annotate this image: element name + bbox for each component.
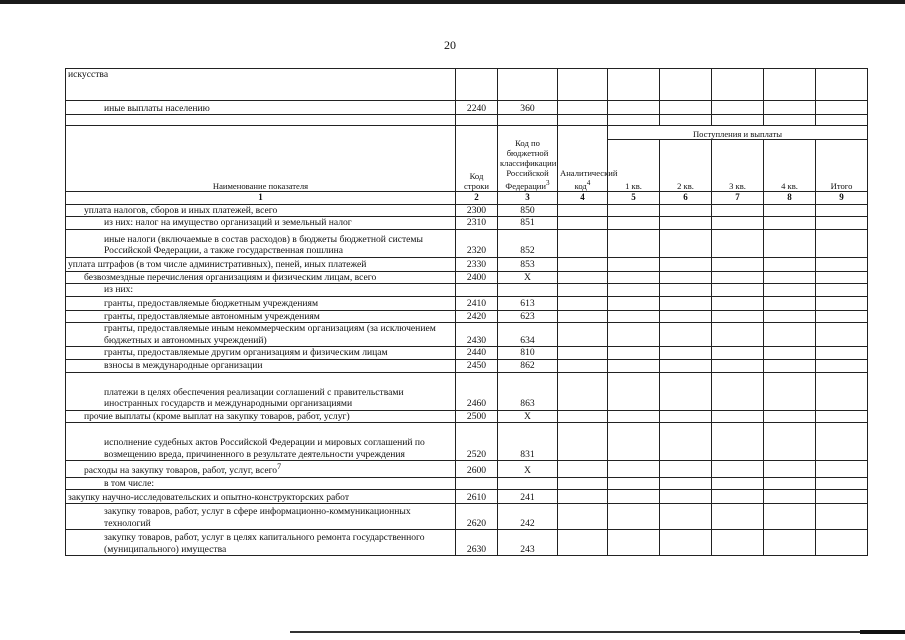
row-value-cell bbox=[816, 296, 868, 310]
row-value-cell bbox=[660, 504, 712, 530]
row-code: 2410 bbox=[456, 296, 498, 310]
row-code: 2400 bbox=[456, 271, 498, 284]
row-value-cell bbox=[816, 359, 868, 372]
row-value-cell bbox=[816, 477, 868, 490]
table-row bbox=[66, 296, 868, 310]
row-code: 2520 bbox=[456, 423, 498, 461]
table-row bbox=[66, 217, 868, 230]
row-name: закупку научно-исследовательских и опытно-конструкторских работ bbox=[66, 490, 456, 504]
row-value-cell bbox=[660, 217, 712, 230]
row-value-cell bbox=[660, 296, 712, 310]
row-code bbox=[456, 477, 498, 490]
row-value-cell bbox=[558, 410, 608, 423]
col-number: 5 bbox=[608, 192, 660, 205]
row-value-cell bbox=[712, 271, 764, 284]
row-name: расходы на закупку товаров, работ, услуг, всего$^7$ bbox=[66, 461, 456, 478]
row-kbk: 241 bbox=[498, 490, 558, 504]
row-value-cell bbox=[712, 461, 764, 478]
row-name: гранты, предоставляемые автономным учреждениям bbox=[66, 310, 456, 323]
row-value-cell bbox=[816, 323, 868, 347]
row-value-cell bbox=[558, 323, 608, 347]
table-row bbox=[66, 504, 868, 530]
row-name: гранты, предоставляемые иным некоммерческим организациям (за исключением бюджетных и автономных учреждений) bbox=[66, 323, 456, 347]
row-value-cell bbox=[764, 323, 816, 347]
row-value-cell bbox=[558, 490, 608, 504]
row-name: в том числе: bbox=[66, 477, 456, 490]
row-name: иные выплаты населению bbox=[66, 101, 456, 115]
row-value-cell bbox=[608, 359, 660, 372]
row-value-cell bbox=[558, 423, 608, 461]
row-name: гранты, предоставляемые другим организациям и физическим лицам bbox=[66, 347, 456, 360]
row-value-cell bbox=[712, 477, 764, 490]
row-value-cell bbox=[608, 372, 660, 410]
row-value-cell bbox=[608, 504, 660, 530]
row-value-cell bbox=[764, 461, 816, 478]
row-value-cell bbox=[764, 257, 816, 271]
row-kbk: 810 bbox=[498, 347, 558, 360]
scan-top-border bbox=[0, 0, 905, 4]
row-value-cell bbox=[712, 490, 764, 504]
table-row bbox=[66, 347, 868, 360]
row-value-cell bbox=[558, 271, 608, 284]
table-row bbox=[66, 204, 868, 217]
row-value-cell bbox=[712, 347, 764, 360]
table-row bbox=[66, 271, 868, 284]
row-value-cell bbox=[712, 284, 764, 297]
scan-bottom-mark bbox=[860, 630, 905, 634]
header-q2: 2 кв. bbox=[660, 140, 712, 192]
row-value-cell bbox=[816, 310, 868, 323]
table-row bbox=[66, 372, 868, 410]
row-value-cell bbox=[558, 530, 608, 556]
header-q3: 3 кв. bbox=[712, 140, 764, 192]
row-code: 2420 bbox=[456, 310, 498, 323]
table-row bbox=[66, 410, 868, 423]
row-kbk: 853 bbox=[498, 257, 558, 271]
scan-bottom-line bbox=[290, 631, 880, 633]
row-value-cell bbox=[764, 410, 816, 423]
table-row bbox=[66, 423, 868, 461]
row-kbk bbox=[498, 284, 558, 297]
row-name: из них: bbox=[66, 284, 456, 297]
row-value-cell bbox=[608, 310, 660, 323]
row-value-cell bbox=[660, 490, 712, 504]
column-number-row bbox=[66, 192, 868, 205]
row-value-cell bbox=[712, 296, 764, 310]
row-code: 2310 bbox=[456, 217, 498, 230]
row-value-cell bbox=[764, 372, 816, 410]
row-value-cell bbox=[608, 347, 660, 360]
header-total: Итого bbox=[816, 140, 868, 192]
table-row bbox=[66, 284, 868, 297]
row-value-cell bbox=[764, 477, 816, 490]
row-code: 2450 bbox=[456, 359, 498, 372]
table-row bbox=[66, 359, 868, 372]
row-value-cell bbox=[660, 229, 712, 257]
row-value-cell bbox=[764, 310, 816, 323]
row-value-cell bbox=[764, 347, 816, 360]
table-row bbox=[66, 461, 868, 478]
row-code: 2240 bbox=[456, 101, 498, 115]
row-code: 2430 bbox=[456, 323, 498, 347]
row-value-cell bbox=[608, 296, 660, 310]
row-value-cell bbox=[558, 257, 608, 271]
row-value-cell bbox=[764, 530, 816, 556]
row-name: взносы в международные организации bbox=[66, 359, 456, 372]
row-value-cell bbox=[608, 271, 660, 284]
table-row bbox=[66, 490, 868, 504]
header-name: Наименование показателя bbox=[66, 126, 456, 192]
row-name: безвозмездные перечисления организациям и физическим лицам, всего bbox=[66, 271, 456, 284]
row-value-cell bbox=[558, 204, 608, 217]
row-value-cell bbox=[816, 284, 868, 297]
row-value-cell bbox=[608, 323, 660, 347]
row-value-cell bbox=[816, 372, 868, 410]
row-value-cell bbox=[712, 530, 764, 556]
row-kbk: Х bbox=[498, 461, 558, 478]
row-value-cell bbox=[558, 461, 608, 478]
row-code bbox=[456, 69, 498, 101]
row-value-cell bbox=[608, 229, 660, 257]
row-kbk: 851 bbox=[498, 217, 558, 230]
row-kbk: 852 bbox=[498, 229, 558, 257]
row-value-cell bbox=[660, 271, 712, 284]
table-row bbox=[66, 101, 868, 115]
row-value-cell bbox=[764, 204, 816, 217]
row-kbk: 360 bbox=[498, 101, 558, 115]
row-code: 2330 bbox=[456, 257, 498, 271]
row-value-cell bbox=[660, 477, 712, 490]
row-code: 2320 bbox=[456, 229, 498, 257]
row-name: платежи в целях обеспечения реализации соглашений с правительствами иностранных государств и международными организациями bbox=[66, 372, 456, 410]
row-value-cell bbox=[558, 504, 608, 530]
header-code: Код строки bbox=[456, 126, 498, 192]
row-value-cell bbox=[608, 257, 660, 271]
row-value-cell bbox=[816, 347, 868, 360]
row-value-cell bbox=[558, 217, 608, 230]
row-name: из них: налог на имущество организаций и земельный налог bbox=[66, 217, 456, 230]
table-body bbox=[66, 204, 868, 556]
col-number: 3 bbox=[498, 192, 558, 205]
row-kbk: 850 bbox=[498, 204, 558, 217]
row-code: 2600 bbox=[456, 461, 498, 478]
row-value-cell bbox=[712, 217, 764, 230]
col-number: 4 bbox=[558, 192, 608, 205]
row-value-cell bbox=[764, 271, 816, 284]
row-value-cell bbox=[660, 423, 712, 461]
row-value-cell bbox=[816, 504, 868, 530]
row-value-cell bbox=[608, 284, 660, 297]
row-code bbox=[456, 284, 498, 297]
row-value-cell bbox=[558, 284, 608, 297]
header-kbk: Код по бюджетной классификации Российской Федерации$^3$ bbox=[498, 126, 558, 192]
row-value-cell bbox=[764, 359, 816, 372]
row-name: прочие выплаты (кроме выплат на закупку товаров, работ, услуг) bbox=[66, 410, 456, 423]
row-value-cell bbox=[764, 284, 816, 297]
row-value-cell bbox=[712, 257, 764, 271]
table-row bbox=[66, 323, 868, 347]
header-q4: 4 кв. bbox=[764, 140, 816, 192]
row-value-cell bbox=[712, 359, 764, 372]
row-value-cell bbox=[660, 372, 712, 410]
row-value-cell bbox=[816, 410, 868, 423]
row-value-cell bbox=[608, 217, 660, 230]
row-kbk: 634 bbox=[498, 323, 558, 347]
row-value-cell bbox=[764, 423, 816, 461]
row-name: искусства bbox=[66, 69, 456, 101]
row-kbk: Х bbox=[498, 271, 558, 284]
row-value-cell bbox=[608, 461, 660, 478]
col-number: 1 bbox=[66, 192, 456, 205]
row-value-cell bbox=[816, 490, 868, 504]
row-value-cell bbox=[558, 310, 608, 323]
row-value-cell bbox=[712, 410, 764, 423]
table-row bbox=[66, 69, 868, 101]
row-value-cell bbox=[712, 423, 764, 461]
row-code: 2620 bbox=[456, 504, 498, 530]
row-value-cell bbox=[712, 504, 764, 530]
row-kbk: 242 bbox=[498, 504, 558, 530]
page-number: 20 bbox=[444, 38, 456, 52]
row-value-cell bbox=[608, 530, 660, 556]
col-number: 8 bbox=[764, 192, 816, 205]
row-value-cell bbox=[816, 461, 868, 478]
row-value-cell bbox=[660, 461, 712, 478]
table-spacer bbox=[66, 115, 868, 126]
table-header-row bbox=[66, 126, 868, 140]
row-value-cell bbox=[660, 257, 712, 271]
table-row bbox=[66, 229, 868, 257]
row-value-cell bbox=[816, 271, 868, 284]
row-kbk: 831 bbox=[498, 423, 558, 461]
row-value-cell bbox=[816, 257, 868, 271]
row-value-cell bbox=[660, 323, 712, 347]
row-name: закупку товаров, работ, услуг в целях капитального ремонта государственного (муниципального) имущества bbox=[66, 530, 456, 556]
row-value-cell bbox=[660, 410, 712, 423]
table-row bbox=[66, 257, 868, 271]
row-kbk: 623 bbox=[498, 310, 558, 323]
row-kbk: Х bbox=[498, 410, 558, 423]
row-value-cell bbox=[660, 284, 712, 297]
table-row bbox=[66, 477, 868, 490]
row-kbk: 862 bbox=[498, 359, 558, 372]
row-value-cell bbox=[712, 323, 764, 347]
row-value-cell bbox=[712, 229, 764, 257]
row-kbk: 863 bbox=[498, 372, 558, 410]
row-value-cell bbox=[660, 310, 712, 323]
row-value-cell bbox=[558, 296, 608, 310]
row-value-cell bbox=[558, 359, 608, 372]
col-number: 9 bbox=[816, 192, 868, 205]
row-value-cell bbox=[816, 423, 868, 461]
row-code: 2460 bbox=[456, 372, 498, 410]
row-value-cell bbox=[764, 296, 816, 310]
row-value-cell bbox=[660, 204, 712, 217]
row-value-cell bbox=[816, 204, 868, 217]
header-analytic: Аналитический код$^4$ bbox=[558, 126, 608, 192]
row-value-cell bbox=[816, 229, 868, 257]
row-value-cell bbox=[660, 530, 712, 556]
row-value-cell bbox=[608, 204, 660, 217]
row-value-cell bbox=[764, 217, 816, 230]
row-name: уплата налогов, сборов и иных платежей, всего bbox=[66, 204, 456, 217]
row-code: 2300 bbox=[456, 204, 498, 217]
row-kbk bbox=[498, 477, 558, 490]
row-value-cell bbox=[558, 477, 608, 490]
row-code: 2630 bbox=[456, 530, 498, 556]
row-kbk: 243 bbox=[498, 530, 558, 556]
row-code: 2500 bbox=[456, 410, 498, 423]
col-number: 6 bbox=[660, 192, 712, 205]
header-q1: 1 кв. bbox=[608, 140, 660, 192]
row-value-cell bbox=[608, 490, 660, 504]
row-value-cell bbox=[764, 229, 816, 257]
row-value-cell bbox=[764, 504, 816, 530]
table-row bbox=[66, 310, 868, 323]
col-number: 2 bbox=[456, 192, 498, 205]
row-name: иные налоги (включаемые в состав расходов) в бюджеты бюджетной системы Российской Федерации, а также государственная пошлина bbox=[66, 229, 456, 257]
row-value-cell bbox=[816, 530, 868, 556]
row-value-cell bbox=[608, 423, 660, 461]
row-value-cell bbox=[712, 204, 764, 217]
row-value-cell bbox=[608, 410, 660, 423]
row-name: закупку товаров, работ, услуг в сфере информационно-коммуникационных технологий bbox=[66, 504, 456, 530]
row-value-cell bbox=[558, 229, 608, 257]
row-value-cell bbox=[608, 477, 660, 490]
row-name: гранты, предоставляемые бюджетным учреждениям bbox=[66, 296, 456, 310]
row-kbk: 613 bbox=[498, 296, 558, 310]
col-number: 7 bbox=[712, 192, 764, 205]
row-value-cell bbox=[660, 347, 712, 360]
row-value-cell bbox=[712, 372, 764, 410]
header-group: Поступления и выплаты bbox=[608, 126, 868, 140]
row-value-cell bbox=[712, 310, 764, 323]
table-row bbox=[66, 530, 868, 556]
row-code: 2440 bbox=[456, 347, 498, 360]
row-value-cell bbox=[660, 359, 712, 372]
row-code: 2610 bbox=[456, 490, 498, 504]
row-value-cell bbox=[558, 372, 608, 410]
row-name: исполнение судебных актов Российской Федерации и мировых соглашений по возмещению вреда, причиненного в результате деятельности учреждения bbox=[66, 423, 456, 461]
row-value-cell bbox=[816, 217, 868, 230]
row-value-cell bbox=[764, 490, 816, 504]
row-value-cell bbox=[558, 347, 608, 360]
row-name: уплата штрафов (в том числе административных), пеней, иных платежей bbox=[66, 257, 456, 271]
row-kbk bbox=[498, 69, 558, 101]
payments-table bbox=[65, 68, 868, 556]
